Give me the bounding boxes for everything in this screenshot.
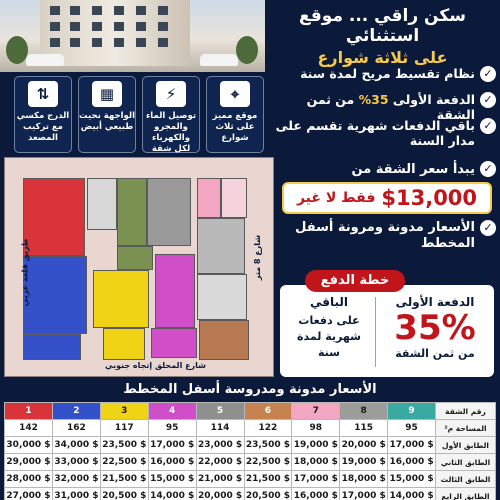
feature-elevator: ⇅ الدرج مكسي مع تركيب المصعد xyxy=(14,76,72,153)
table-row xyxy=(5,471,496,488)
plan-apt-4 xyxy=(155,254,195,328)
price-cell: $ 17,000 xyxy=(388,437,436,454)
feature-location: ⌖ موقع مميز على ثلاث شوارع xyxy=(206,76,264,153)
price-cell: $ 21,500 xyxy=(244,471,292,488)
elevator-icon: ⇅ xyxy=(28,81,58,107)
plan-apt-6 xyxy=(199,320,249,360)
feature-utilities: ⚡ توصيل الماء والمجرو والكهرباء لكل شقة xyxy=(142,76,200,153)
price-cell: $ 16,000 xyxy=(148,454,196,471)
plan-apt-7 xyxy=(197,178,221,218)
price-cell: $ 23,500 xyxy=(244,437,292,454)
brick-wall-icon: ▦ xyxy=(92,81,122,107)
area-cell: 117 xyxy=(100,420,148,437)
prices-note: ✓ الأسعار مدونة ومرونة أسفل المخطط xyxy=(272,220,496,252)
price-cell: $ 16,000 xyxy=(292,488,340,500)
benefit-first-payment: ✓ الدفعة الأولى 35% من ثمن الشقة xyxy=(272,92,496,122)
price-cell: $ 34,000 xyxy=(53,437,101,454)
price-table-title: الأسعار مدونة ومدروسة أسفل المخطط xyxy=(123,382,377,397)
plan-core xyxy=(87,178,117,230)
plan-apt-3 xyxy=(93,270,149,328)
plan-apt-1 xyxy=(23,178,85,256)
area-cell: 162 xyxy=(53,420,101,437)
payment-rest: الباقي على دفعات شهرية لمدة سنة xyxy=(297,295,361,359)
plan-apt-9 xyxy=(197,274,247,320)
table-header-row xyxy=(5,403,496,420)
price-cell: $ 23,000 xyxy=(196,437,244,454)
area-cell: 95 xyxy=(148,420,196,437)
price-cell: $ 17,000 xyxy=(148,437,196,454)
price-cell: $ 17,000 xyxy=(292,471,340,488)
price-cell: $ 21,500 xyxy=(100,471,148,488)
price-cell: $ 20,000 xyxy=(340,437,388,454)
plan-apt-4b xyxy=(151,328,197,358)
utilities-icon: ⚡ xyxy=(156,81,186,107)
table-row xyxy=(5,437,496,454)
plan-apt-7b xyxy=(221,178,247,218)
price-cell: $ 19,000 xyxy=(292,437,340,454)
area-cell: 95 xyxy=(388,420,436,437)
area-cell: 114 xyxy=(196,420,244,437)
headline xyxy=(265,0,500,67)
apartment-number-cell: 9 xyxy=(388,403,436,420)
benefit-installment: ✓ نظام تقسيط مريح لمدة سنة xyxy=(272,66,496,82)
apartment-number-cell: 6 xyxy=(244,403,292,420)
price-cell: $ 23,500 xyxy=(100,437,148,454)
area-cell: 98 xyxy=(292,420,340,437)
price-cell: $ 32,000 xyxy=(53,471,101,488)
price-cell: $ 33,000 xyxy=(53,454,101,471)
price-start: ✓ يبدأ سعر الشقة من xyxy=(272,161,496,177)
plan-apt-2 xyxy=(23,256,87,334)
location-pin-icon: ⌖ xyxy=(220,81,250,107)
price-cell: $ 14,000 xyxy=(388,488,436,500)
check-icon: ✓ xyxy=(480,118,496,134)
price-cell: $ 14,000 xyxy=(148,488,196,500)
table-row xyxy=(5,420,496,437)
price-cell: $ 29,000 xyxy=(5,454,53,471)
check-icon: ✓ xyxy=(480,66,496,82)
price-cell: $ 22,500 xyxy=(100,454,148,471)
right-street-label: شارع 8 متر xyxy=(253,234,263,281)
plan-apt-5 xyxy=(147,178,191,246)
apartment-number-cell: 4 xyxy=(148,403,196,420)
price-table xyxy=(4,402,496,500)
row-label: الطابق الثاني xyxy=(436,454,496,471)
price-amount: $13,000 xyxy=(381,186,478,210)
price-cell: $ 16,000 xyxy=(388,454,436,471)
price-cell: $ 20,500 xyxy=(100,488,148,500)
price-cell: $ 15,000 xyxy=(148,471,196,488)
price-cell: $ 30,000 xyxy=(5,437,53,454)
price-cell: $ 28,000 xyxy=(5,471,53,488)
plan-apt-3b xyxy=(103,328,145,360)
row-label: الطابق الرابع xyxy=(436,488,496,500)
row-label: الطابق الأول xyxy=(436,437,496,454)
price-cell: $ 20,500 xyxy=(244,488,292,500)
left-street-label: طريق قلعة عربي xyxy=(20,238,30,307)
row-label: المساحة م² xyxy=(436,420,496,437)
row-label: الطابق الثالث xyxy=(436,471,496,488)
row-label: رقم الشقة xyxy=(436,403,496,420)
payment-plan-box xyxy=(280,285,494,377)
price-cell: $ 17,000 xyxy=(340,488,388,500)
apartment-number-cell: 5 xyxy=(196,403,244,420)
plan-core-b xyxy=(117,246,153,270)
price-cell: $ 18,000 xyxy=(340,471,388,488)
plan-apt-2b xyxy=(23,334,81,360)
area-cell: 115 xyxy=(340,420,388,437)
floor-plan xyxy=(4,157,274,377)
price-cell: $ 18,000 xyxy=(292,454,340,471)
plan-stair xyxy=(117,178,147,246)
apartment-number-cell: 2 xyxy=(53,403,101,420)
bottom-street-label: شارع المحلق إتجاه جنوبي xyxy=(105,361,207,370)
table-row xyxy=(5,454,496,471)
price-box xyxy=(282,182,492,214)
price-cell: $ 31,000 xyxy=(53,488,101,500)
check-icon: ✓ xyxy=(480,220,496,236)
feature-facade: ▦ الواجهة نحيت طبيعي أبيض xyxy=(78,76,136,153)
payment-plan-title: خطة الدفع xyxy=(305,270,405,292)
headline-sub: على ثلاثة شوارع xyxy=(317,48,448,67)
price-cell: $ 21,000 xyxy=(196,471,244,488)
check-icon: ✓ xyxy=(480,161,496,177)
price-cell: $ 27,000 xyxy=(5,488,53,500)
headline-main: سكن راقي ... موقع استثنائي xyxy=(299,6,466,46)
price-suffix: فقط لا غير xyxy=(296,190,376,206)
building-photo xyxy=(0,0,265,72)
price-cell: $ 15,000 xyxy=(388,471,436,488)
check-icon: ✓ xyxy=(480,92,496,108)
price-cell: $ 19,000 xyxy=(340,454,388,471)
apartment-number-cell: 1 xyxy=(5,403,53,420)
area-cell: 122 xyxy=(244,420,292,437)
payment-first: الدفعة الأولى 35% من ثمن الشقة xyxy=(394,295,476,360)
plan-apt-8 xyxy=(197,218,245,274)
price-cell: $ 20,000 xyxy=(196,488,244,500)
price-cell: $ 22,500 xyxy=(244,454,292,471)
apartment-number-cell: 8 xyxy=(340,403,388,420)
price-cell: $ 22,000 xyxy=(196,454,244,471)
benefit-monthly: ✓ باقي الدفعات شهرية تقسم على مدار السنة xyxy=(272,118,496,148)
area-cell: 142 xyxy=(5,420,53,437)
table-row xyxy=(5,488,496,500)
apartment-number-cell: 3 xyxy=(100,403,148,420)
apartment-number-cell: 7 xyxy=(292,403,340,420)
payment-divider xyxy=(375,297,376,367)
